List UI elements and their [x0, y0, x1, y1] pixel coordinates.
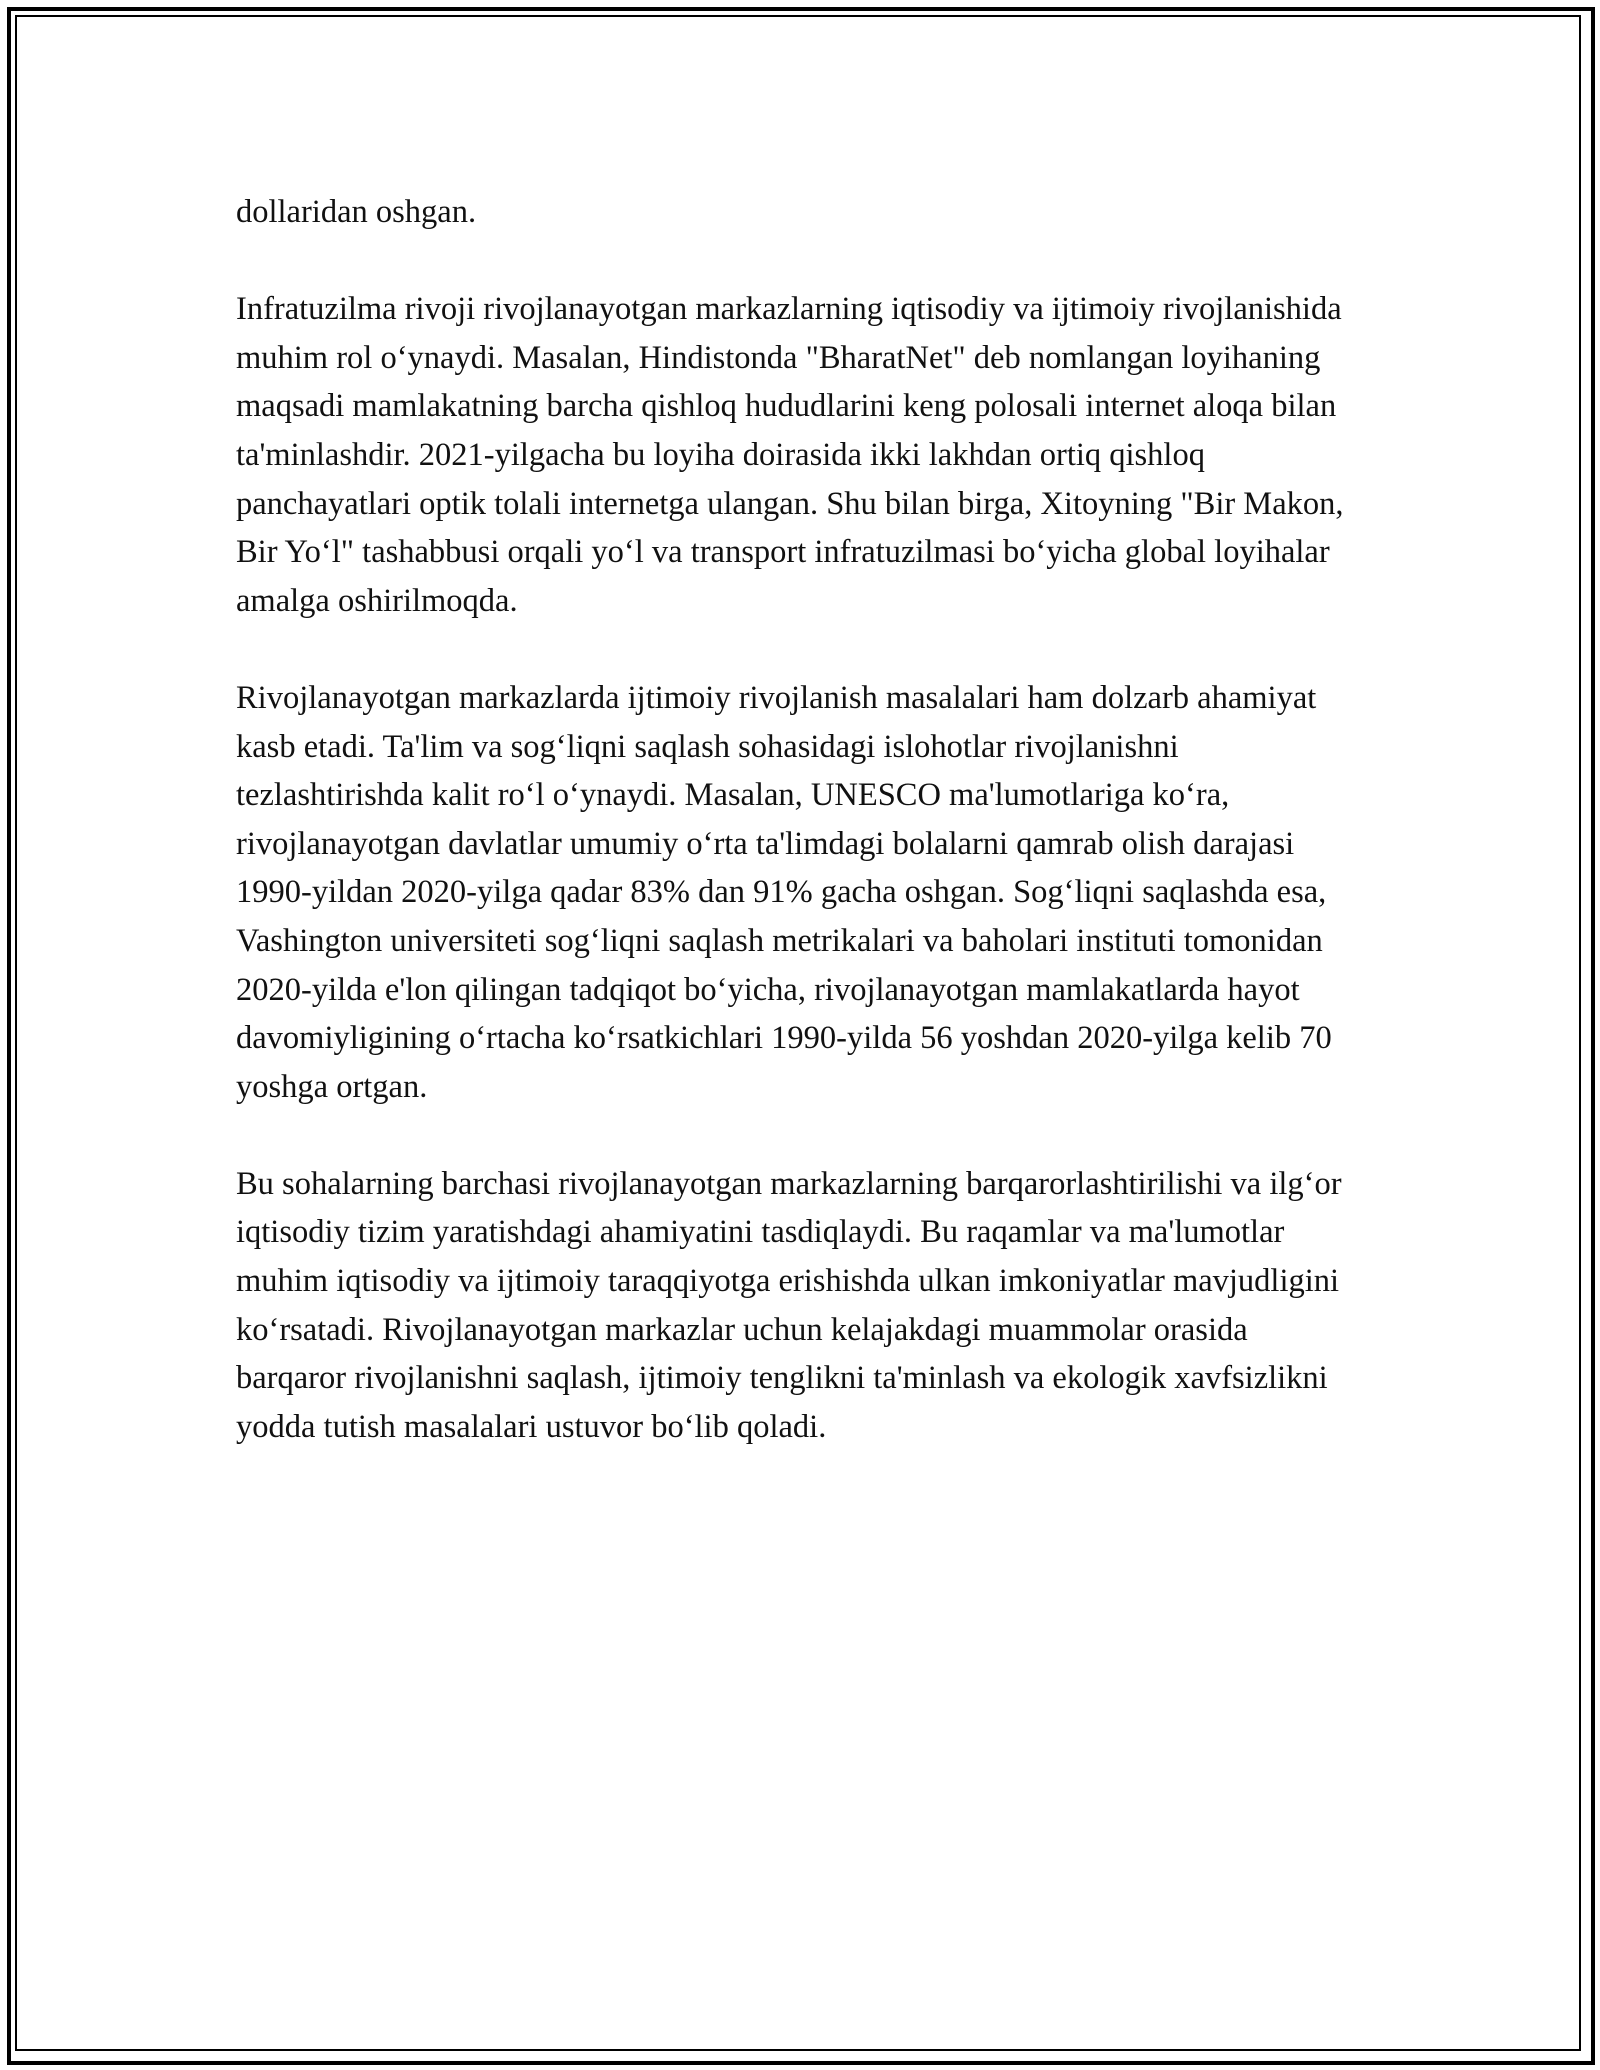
paragraph-continuation: dollaridan oshgan. — [236, 194, 477, 230]
paragraph-social-development: Rivojlanayotgan markazlarda ijtimoiy rivojlanish masalalari ham dolzarb ahamiyat kasb etadi. Ta'lim va sog‘liqni saqlash sohasidagi islohotlar rivojlanishni tezlashtirishda kalit ro‘l o‘ynaydi. Masalan, UNESCO ma'lumotlariga ko‘ra, rivojlanayotgan davlatlar umumiy o‘rta ta'limdagi bolalarni qamrab olish darajasi 1990-yildan 2020-yilga qadar 83% dan 91% gacha oshgan. Sog‘liqni saqlashda esa, Vashington universiteti sog‘liqni saqlash metrikalari va baholari instituti tomonidan 2020-yilda e'lon qilingan tadqiqot bo‘yicha, rivojlanayotgan mamlakatlarda hayot davomiyligining o‘rtacha ko‘rsatkichlari 1990-yilda 56 yoshdan 2020-yilga kelib 70 yoshga ortgan. — [236, 679, 1332, 1105]
paragraph-infrastructure: Infratuzilma rivoji rivojlanayotgan markazlarning iqtisodiy va ijtimoiy rivojlanishida muhim rol o‘ynaydi. Masalan, Hindistonda "BharatNet" deb nomlangan loyihaning maqsadi mamlakatning barcha qishloq hududlarini keng polosali internet aloqa bilan ta'minlashdir. 2021-yilgacha bu loyiha doirasida ikki lakhdan ortiq qishloq panchayatlari optik tolali internetga ulangan. Shu bilan birga, Xitoyning "Bir Makon, Bir Yo‘l" tashabbusi orqali yo‘l va transport infratuzilmasi bo‘yicha global loyihalar amalga oshirilmoqda. — [236, 291, 1344, 619]
paragraph-conclusion: Bu sohalarning barchasi rivojlanayotgan markazlarning barqarorlashtirilishi va ilg‘or iqtisodiy tizim yaratishdagi ahamiyatini tasdiqlaydi. Bu raqamlar va ma'lumotlar muhim iqtisodiy va ijtimoiy taraqqiyotga erishishda ulkan imkoniyatlar mavjudligini ko‘rsatadi. Rivojlanayotgan markazlar uchun kelajakdagi muammolar orasida barqaror rivojlanishni saqlash, ijtimoiy tenglikni ta'minlash va ekologik xavfsizlikni yodda tutish masalalari ustuvor bo‘lib qoladi. — [236, 1165, 1342, 1445]
document-body — [236, 188, 1364, 1500]
